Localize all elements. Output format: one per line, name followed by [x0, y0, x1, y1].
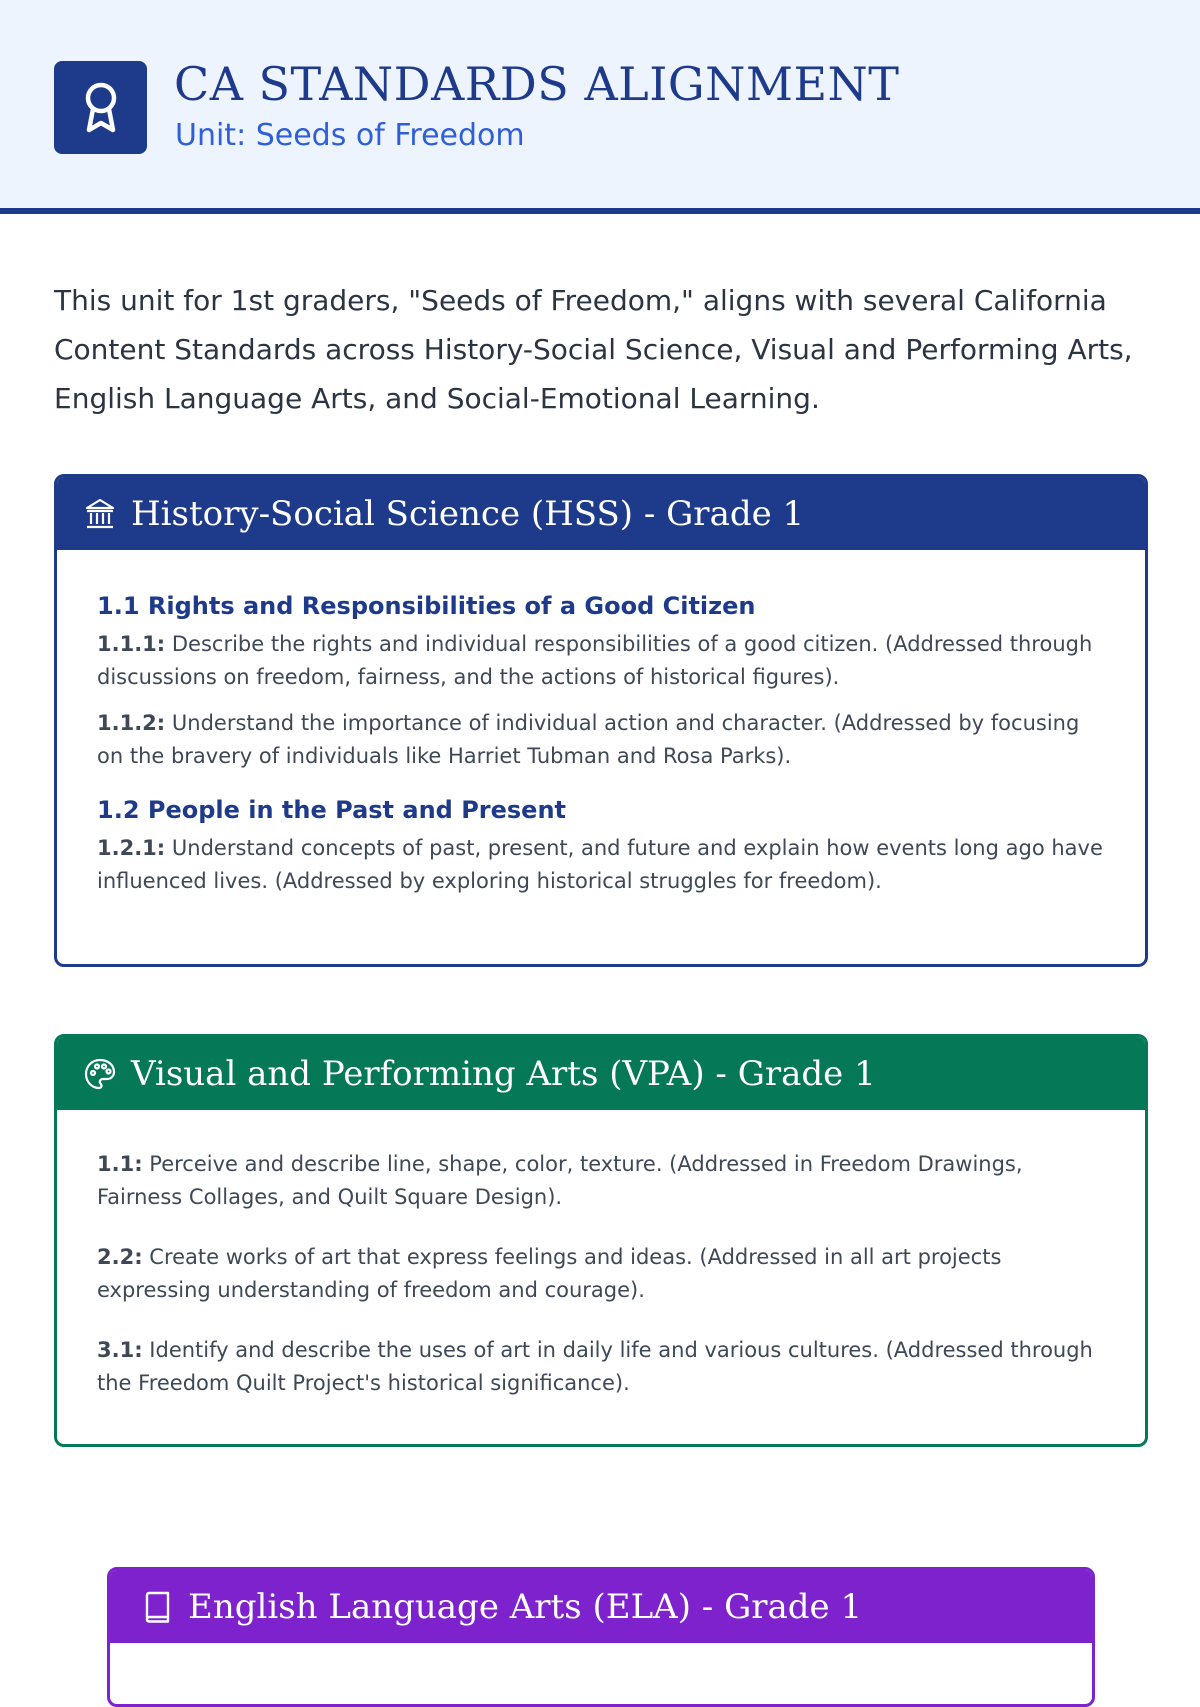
standard-text: Identify and describe the uses of art in daily life and various cultures. (Addressed through the Freedom Quilt Project's historical significance).	[97, 1338, 1093, 1395]
intro-paragraph: This unit for 1st graders, "Seeds of Freedom," aligns with several California Content Standards across History-Social Science, Visual and Performing Arts, English Language Arts, and Social-Emotional Learning.	[54, 284, 1133, 415]
standard-code: 1.1:	[97, 1152, 143, 1176]
hss-card-title: History-Social Science (HSS) - Grade 1	[131, 493, 805, 534]
standard-item	[97, 628, 1105, 694]
landmark-icon	[83, 497, 117, 531]
book-icon	[140, 1590, 174, 1624]
standard-text: Create works of art that express feelings and ideas. (Addressed in all art projects expressing understanding of freedom and courage).	[97, 1245, 1002, 1302]
vpa-card	[54, 1034, 1148, 1447]
standard-code: 3.1:	[97, 1338, 143, 1362]
palette-icon	[83, 1057, 117, 1091]
ela-card	[107, 1567, 1095, 1707]
vpa-card-header	[57, 1037, 1145, 1110]
vpa-card-body	[57, 1110, 1145, 1400]
standard-code: 2.2:	[97, 1245, 143, 1269]
standard-group-heading: 1.1 Rights and Responsibilities of a Good Citizen	[97, 592, 756, 620]
standard-code: 1.2.1:	[97, 836, 166, 860]
hss-group-1-2	[97, 794, 1105, 898]
standard-item	[97, 1334, 1105, 1400]
standard-item	[97, 1241, 1105, 1307]
standard-text: Understand concepts of past, present, and future and explain how events long ago have influenced lives. (Addressed by exploring historical struggles for freedom).	[97, 836, 1103, 893]
unit-subtitle: Unit: Seeds of Freedom	[175, 118, 525, 153]
hss-group-1-1	[97, 590, 1105, 773]
page-header	[0, 0, 1200, 214]
hss-card	[54, 474, 1148, 967]
hss-card-body	[57, 550, 1145, 898]
ela-card-header	[110, 1570, 1092, 1643]
standard-item	[97, 832, 1105, 898]
standard-code: 1.1.2:	[97, 711, 166, 735]
vpa-card-title: Visual and Performing Arts (VPA) - Grade 1	[131, 1053, 876, 1094]
standard-text: Perceive and describe line, shape, color, texture. (Addressed in Freedom Drawings, Fairness Collages, and Quilt Square Design).	[97, 1152, 1023, 1209]
standard-item	[97, 1148, 1105, 1214]
standard-text: Describe the rights and individual responsibilities of a good citizen. (Addressed through discussions on freedom, fairness, and the actions of historical figures).	[97, 632, 1093, 689]
hss-card-header	[57, 477, 1145, 550]
ela-card-title: English Language Arts (ELA) - Grade 1	[188, 1586, 863, 1627]
page-title: CA STANDARDS ALIGNMENT	[174, 57, 900, 111]
award-ribbon-icon	[54, 61, 147, 154]
standard-group-heading: 1.2 People in the Past and Present	[97, 796, 567, 824]
standard-code: 1.1.1:	[97, 632, 166, 656]
standard-item	[97, 707, 1105, 773]
standard-text: Understand the importance of individual action and character. (Addressed by focusing on the bravery of individuals like Harriet Tubman and Rosa Parks).	[97, 711, 1080, 768]
